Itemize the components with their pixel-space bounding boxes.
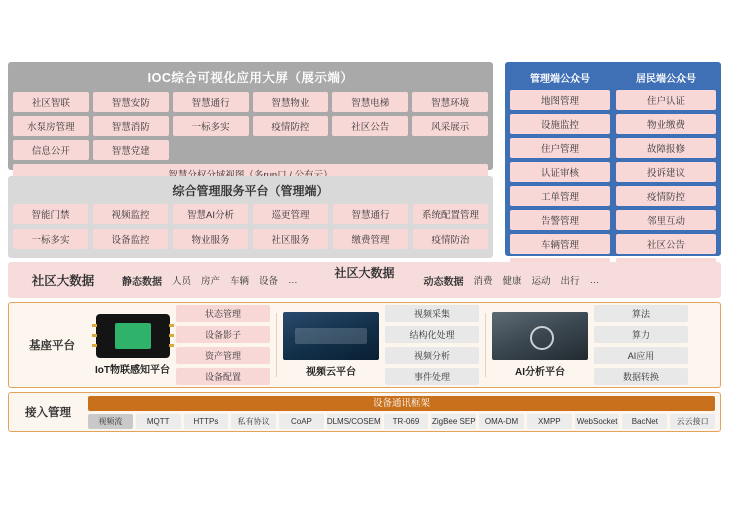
protocol-item[interactable]: 云云接口 bbox=[670, 414, 715, 429]
protocol-item[interactable]: ZigBee SEP bbox=[431, 414, 476, 429]
list-item[interactable]: 住户认证 bbox=[616, 90, 716, 110]
ioc-item[interactable]: 一标多实 bbox=[173, 116, 249, 136]
list-item[interactable]: 物业缴费 bbox=[616, 114, 716, 134]
list-item[interactable]: 工单管理 bbox=[510, 186, 610, 206]
iot-feature[interactable]: 设备影子 bbox=[176, 326, 270, 343]
protocol-item[interactable]: WebSocket bbox=[575, 414, 620, 429]
dynamic-data-item: … bbox=[589, 274, 600, 286]
list-item[interactable]: 投诉建议 bbox=[616, 162, 716, 182]
video-feature-stack bbox=[385, 305, 479, 385]
management-item-grid bbox=[13, 204, 488, 249]
video-feature[interactable]: 视频分析 bbox=[385, 347, 479, 364]
video-platform-caption: 视频云平台 bbox=[306, 367, 356, 378]
divider bbox=[485, 313, 486, 377]
ai-feature-stack bbox=[594, 305, 688, 385]
management-platform-block bbox=[8, 176, 493, 258]
video-thumbnail-icon bbox=[283, 312, 379, 360]
static-data-item: 房产 bbox=[201, 276, 221, 287]
ai-feature[interactable]: AI应用 bbox=[594, 347, 688, 364]
iot-platform-caption: IoT物联感知平台 bbox=[95, 365, 170, 376]
list-item[interactable]: 邻里互动 bbox=[616, 210, 716, 230]
list-item[interactable]: 地图管理 bbox=[510, 90, 610, 110]
resident-account-list bbox=[616, 90, 716, 278]
ioc-item[interactable]: 风采展示 bbox=[412, 116, 488, 136]
management-item[interactable]: 缴费管理 bbox=[333, 229, 408, 249]
divider bbox=[276, 313, 277, 377]
management-item[interactable]: 视频监控 bbox=[93, 204, 168, 224]
management-item[interactable]: 一标多实 bbox=[13, 229, 88, 249]
static-data-item: 车辆 bbox=[230, 276, 250, 287]
access-management-block bbox=[8, 392, 721, 432]
ioc-item[interactable]: 智慧通行 bbox=[173, 92, 249, 112]
list-item[interactable]: 疫情防控 bbox=[616, 186, 716, 206]
big-data-static-group bbox=[118, 273, 420, 288]
iot-feature[interactable]: 设备配置 bbox=[176, 368, 270, 385]
dynamic-data-item: 健康 bbox=[502, 276, 522, 287]
iot-platform-segment bbox=[95, 305, 270, 385]
video-platform-segment bbox=[283, 305, 479, 385]
ioc-item-grid bbox=[13, 92, 488, 160]
ai-feature[interactable]: 算力 bbox=[594, 326, 688, 343]
protocol-item[interactable]: HTTPs bbox=[184, 414, 229, 429]
ai-thumbnail-icon bbox=[492, 312, 588, 360]
dynamic-data-item: 消费 bbox=[473, 276, 493, 287]
public-account-block bbox=[505, 62, 721, 256]
ioc-item[interactable]: 智慧党建 bbox=[93, 140, 169, 160]
dynamic-data-label: 动态数据 bbox=[423, 276, 464, 288]
ioc-item[interactable]: 社区智联 bbox=[13, 92, 89, 112]
list-item[interactable]: 告警管理 bbox=[510, 210, 610, 230]
ioc-title: IOC综合可视化应用大屏（展示端） bbox=[147, 71, 354, 85]
management-item[interactable]: 系统配置管理 bbox=[413, 204, 488, 224]
iot-feature[interactable]: 状态管理 bbox=[176, 305, 270, 322]
list-item[interactable]: 故障报修 bbox=[616, 138, 716, 158]
list-item[interactable]: 认证审核 bbox=[510, 162, 610, 182]
list-item[interactable]: 设施监控 bbox=[510, 114, 610, 134]
video-feature[interactable]: 事件处理 bbox=[385, 368, 479, 385]
management-item[interactable]: 疫情防治 bbox=[413, 229, 488, 249]
protocol-item[interactable]: CoAP bbox=[279, 414, 324, 429]
protocol-item[interactable]: DLMS/COSEM bbox=[327, 414, 381, 429]
management-item[interactable]: 智慧通行 bbox=[333, 204, 408, 224]
static-data-item: 人员 bbox=[172, 276, 192, 287]
ioc-item[interactable]: 智慧安防 bbox=[93, 92, 169, 112]
management-item[interactable]: 巡更管理 bbox=[253, 204, 328, 224]
management-item[interactable]: 智能门禁 bbox=[13, 204, 88, 224]
big-data-dynamic-group bbox=[420, 273, 722, 288]
protocol-item[interactable]: BacNet bbox=[622, 414, 667, 429]
protocol-item[interactable]: XMPP bbox=[527, 414, 572, 429]
ai-feature[interactable]: 数据转换 bbox=[594, 368, 688, 385]
ai-platform-caption: AI分析平台 bbox=[515, 367, 565, 378]
management-platform-title: 综合管理服务平台（管理端） bbox=[172, 184, 329, 198]
protocol-grid bbox=[88, 414, 715, 429]
protocol-item[interactable]: 私有协议 bbox=[231, 414, 276, 429]
big-data-label: 社区大数据 bbox=[31, 274, 95, 288]
static-data-item: … bbox=[288, 274, 298, 286]
video-feature[interactable]: 视频采集 bbox=[385, 305, 479, 322]
chip-icon bbox=[96, 314, 170, 358]
ioc-display-block bbox=[8, 62, 493, 170]
list-item[interactable]: 社区公告 bbox=[616, 234, 716, 254]
big-data-center-title: 社区大数据 bbox=[334, 266, 395, 280]
access-management-label: 接入管理 bbox=[25, 407, 71, 419]
admin-account-list bbox=[510, 90, 610, 278]
ioc-item[interactable]: 智慧物业 bbox=[253, 92, 329, 112]
dynamic-data-item: 出行 bbox=[560, 276, 580, 287]
ai-platform-segment bbox=[492, 305, 688, 385]
static-data-label: 静态数据 bbox=[122, 276, 162, 288]
management-item[interactable]: 设备监控 bbox=[93, 229, 168, 249]
list-item[interactable]: 住户管理 bbox=[510, 138, 610, 158]
ioc-item[interactable]: 智慧消防 bbox=[93, 116, 169, 136]
iot-feature-stack bbox=[176, 305, 270, 385]
static-data-item: 设备 bbox=[259, 276, 279, 287]
ioc-item[interactable]: 疫情防控 bbox=[253, 116, 329, 136]
list-item[interactable]: 车辆管理 bbox=[510, 234, 610, 254]
management-item[interactable]: 智慧AI分析 bbox=[173, 204, 248, 224]
ioc-item[interactable]: 水泵房管理 bbox=[13, 116, 89, 136]
device-comm-framework-title: 设备通讯框架 bbox=[88, 396, 715, 411]
management-item[interactable]: 物业服务 bbox=[173, 229, 248, 249]
protocol-item[interactable]: TR-069 bbox=[384, 414, 429, 429]
ioc-item[interactable]: 智慧电梯 bbox=[332, 92, 408, 112]
iot-feature[interactable]: 资产管理 bbox=[176, 347, 270, 364]
ioc-item[interactable]: 信息公开 bbox=[13, 140, 89, 160]
resident-account-title: 居民端公众号 bbox=[616, 67, 716, 87]
admin-account-title: 管理端公众号 bbox=[510, 67, 610, 87]
video-feature[interactable]: 结构化处理 bbox=[385, 326, 479, 343]
ioc-item[interactable]: 社区公告 bbox=[332, 116, 408, 136]
base-platform-label: 基座平台 bbox=[29, 340, 75, 352]
ioc-item[interactable]: 智慧环境 bbox=[412, 92, 488, 112]
protocol-item[interactable]: MQTT bbox=[136, 414, 181, 429]
management-item[interactable]: 社区服务 bbox=[253, 229, 328, 249]
protocol-item[interactable]: OMA-DM bbox=[479, 414, 524, 429]
dynamic-data-item: 运动 bbox=[531, 276, 551, 287]
big-data-band bbox=[8, 262, 721, 298]
base-platform-block bbox=[8, 302, 721, 388]
ai-feature[interactable]: 算法 bbox=[594, 305, 688, 322]
protocol-item[interactable]: 视频流 bbox=[88, 414, 133, 429]
